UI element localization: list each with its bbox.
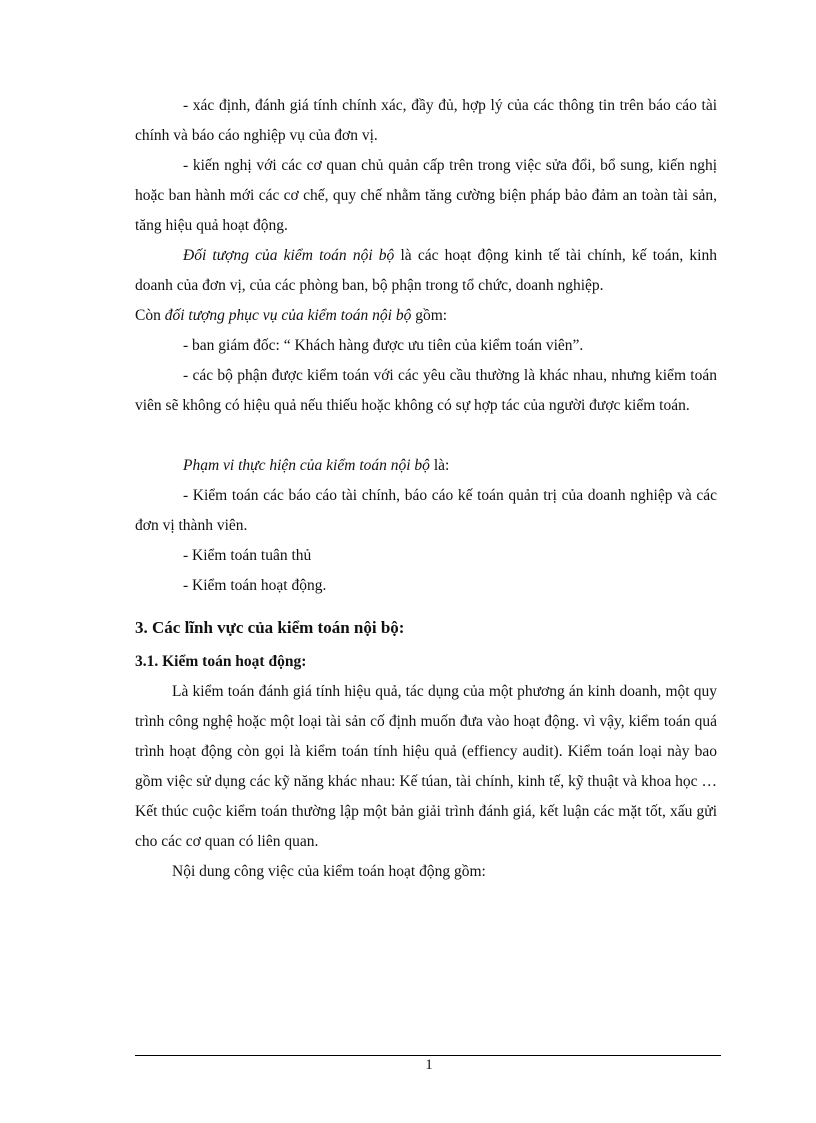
subsection-heading: 3.1. Kiểm toán hoạt động:: [135, 653, 307, 670]
term-audit-beneficiaries: đối tượng phục vụ của kiểm toán nội bộ: [164, 307, 412, 324]
blank-line: [135, 421, 717, 451]
text-beneficiaries-pre: Còn: [135, 307, 165, 324]
list-item-financial-audit: - Kiểm toán các báo cáo tài chính, báo cáo kế toán quản trị của doanh nghiệp và các đơn vị thành viên.: [135, 487, 717, 534]
footer-divider: [135, 1055, 721, 1056]
paragraph-accuracy-assessment: - xác định, đánh giá tính chính xác, đầy đủ, hợp lý của các thông tin trên báo cáo tài chính và báo cáo nghiệp vụ của đơn vị.: [135, 97, 717, 144]
page-content: [135, 91, 717, 887]
paragraph-audit-beneficiaries: [135, 301, 717, 331]
paragraph-operational-audit-content: Nội dung công việc của kiểm toán hoạt động gồm:: [172, 863, 486, 880]
text-audit-scope-rest: là:: [429, 457, 450, 474]
paragraph-operational-audit-definition: Là kiểm toán đánh giá tính hiệu quả, tác dụng của một phương án kinh doanh, một quy trình công nghệ hoặc một loại tài sản cố định muốn đưa vào hoạt động. vì vậy, kiểm toán quá trình hoạt động còn gọi là kiểm toán tính hiệu quả (effiency audit). Kiểm toán loại này bao gồm việc sử dụng các kỹ năng khác nhau: Kế túan, tài chính, kinh tế, kỹ thuật và khoa học …Kết thúc cuộc kiểm toán thường lập một bản giải trình đánh giá, kết luận các mặt tốt, xấu gửi cho các cơ quan có liên quan.: [135, 683, 717, 850]
section-heading: 3. Các lĩnh vực của kiểm toán nội bộ:: [135, 618, 405, 637]
list-item-compliance-audit: - Kiểm toán tuân thủ: [183, 547, 312, 564]
paragraph-board-of-directors: - ban giám đốc: “ Khách hàng được ưu tiên của kiểm toán viên”.: [183, 337, 584, 354]
term-audit-subjects: Đối tượng của kiểm toán nội bộ: [183, 247, 395, 264]
paragraph-audited-departments: - các bộ phận được kiểm toán với các yêu cầu thường là khác nhau, nhưng kiểm toán viên sẽ không có hiệu quả nếu thiếu hoặc không có sự hợp tác của người được kiểm toán.: [135, 367, 717, 414]
paragraph-recommendations: - kiến nghị với các cơ quan chủ quản cấp trên trong việc sửa đổi, bổ sung, kiến nghị hoặc ban hành mới các cơ chế, quy chế nhằm tăng cường biện pháp bảo đảm an toàn tài sản, tăng hiệu quả hoạt động.: [135, 157, 717, 234]
text-beneficiaries-post: gồm:: [411, 307, 448, 324]
paragraph-audit-subjects: [135, 241, 717, 301]
term-audit-scope: Phạm vi thực hiện của kiểm toán nội bộ: [183, 457, 430, 474]
paragraph-audit-scope: [135, 451, 717, 481]
list-item-operational-audit: - Kiểm toán hoạt động.: [183, 577, 327, 594]
text-audit-subjects-rest: là các hoạt động kinh tế tài chính, kế toán, kinh doanh của đơn vị, của các phòng ban, bộ phận trong tổ chức, doanh nghiệp.: [135, 247, 717, 294]
page-number: 1: [425, 1057, 433, 1073]
